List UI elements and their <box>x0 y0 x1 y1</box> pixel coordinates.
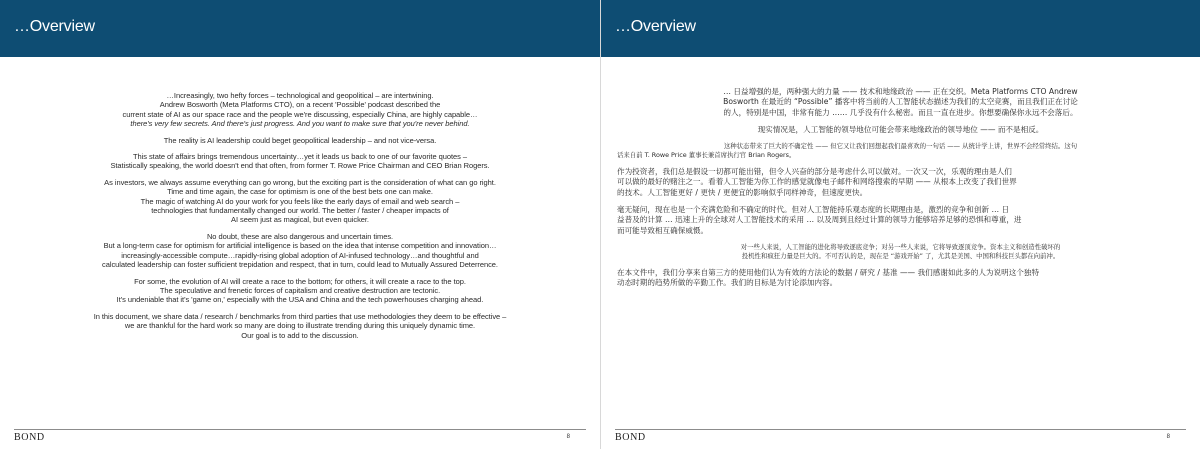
text-line: Time and time again, the case for optimism is one of the best bets one can make. <box>167 187 433 197</box>
text-line: 益普及的计算 … 迅速上升的全球对人工智能技术的采用 … 以及周到且经过计算的领导力能够培养足够的恐惧和尊重，进 <box>617 215 1022 225</box>
text-line: 这种状态带来了巨大的不确定性 —— 但它又让我们回想起我们最喜欢的一句话 —— 从统计学上讲，世界不会经常终结。这句 <box>723 142 1078 151</box>
text-line: 可以做的最好的赌注之一。看着人工智能为你工作的感觉就像电子邮件和网络搜索的早期 —— 从根本上改变了我们世界 <box>617 177 1017 187</box>
text-line: current state of AI as our space race and the people we're discussing, especially China, are highly capable… <box>122 109 478 119</box>
text-line: we are thankful for the hard work so many are doing to illustrate trending during this uniquely dynamic time. <box>124 321 476 331</box>
overview-text-chinese <box>617 87 1184 296</box>
page-number: 8 <box>1166 434 1170 440</box>
text-line: 的技术。人工智能更好 / 更快 / 更便宜的影响似乎同样神奇，但速度更快。 <box>617 187 868 197</box>
footer-rule <box>14 429 586 430</box>
text-line: In this document, we share data / research / benchmarks from third parties that use methodologies they deem to be effective – <box>93 311 507 321</box>
footer-rule <box>615 429 1186 430</box>
footer-brand-logo: BOND <box>14 432 45 443</box>
text-line: It's undeniable that it's 'game on,' especially with the USA and China and the tech powerhouses charging ahead. <box>116 295 484 305</box>
text-line: 对一些人来说，人工智能的进化将导致逐底竞争；对另一些人来说，它将导致逐顶竞争。资本主义和创造性破坏的 <box>740 242 1061 251</box>
text-line: For some, the evolution of AI will create a race to the bottom; for others, it will create a race to the top. <box>134 276 466 286</box>
text-line: Andrew Bosworth (Meta Platforms CTO), on a recent 'Possible' podcast described the <box>159 100 441 110</box>
header-bar <box>601 0 1200 57</box>
text-line: 动态时期的趋势所做的辛勤工作。我们的目标是为讨论添加内容。 <box>617 278 838 288</box>
text-line: Our goal is to add to the discussion. <box>241 330 359 340</box>
text-line: AI seem just as magical, but even quicker. <box>231 215 369 225</box>
text-line: Statistically speaking, the world doesn't end that often, from former T. Rowe Price Chairman and CEO Brian Rogers. <box>110 161 490 171</box>
text-line: As investors, we always assume everything can go wrong, but the exciting part is the consideration of what can go right. <box>104 177 496 187</box>
text-line: 而可能导致相互确保威慑。 <box>617 225 709 235</box>
text-line: The magic of watching AI do your work for you feels like the early days of email and web search – <box>140 196 460 206</box>
text-line: The reality is AI leadership could beget geopolitical leadership – and not vice-versa. <box>163 135 437 145</box>
page-title: …Overview <box>615 18 696 35</box>
header-bar <box>0 0 600 57</box>
overview-text <box>16 91 584 347</box>
footer-brand-logo: BOND <box>615 432 646 443</box>
text-line: 现实情况是，人工智能的领导地位可能会带来地缘政治的领导地位 —— 而不是相反。 <box>757 124 1044 134</box>
text-line: increasingly-accessible compute…rapidly-rising global adoption of AI-infused technology…and thoughtful and <box>121 250 479 260</box>
text-line: … 日益增强的是，两种强大的力量 —— 技术和地缘政治 —— 正在交织。Meta Platforms CTO Andrew <box>723 87 1078 96</box>
page-number: 8 <box>566 434 570 440</box>
text-line: 作为投资者，我们总是假设一切都可能出错，但令人兴奋的部分是考虑什么可以做对。一次又一次，乐观的理由是人们 <box>617 167 1012 177</box>
text-line: 投机性和疯狂力量是巨大的。不可否认的是，现在是 “游戏开始” 了，尤其是美国、中国和科技巨头都在向前冲。 <box>741 251 1060 260</box>
text-line: 的人，特别是中国，非常有能力 …… 几乎没有什么秘密。而且一直在进步。你想要确保你永远不会落后。 <box>723 107 1078 117</box>
text-line: …Increasingly, two hefty forces – technological and geopolitical – are intertwining. <box>166 91 434 100</box>
text-line: The speculative and frenetic forces of capitalism and creative destruction are tectonic. <box>159 285 441 295</box>
text-line: 话来自前 T. Rowe Price 董事长兼首席执行官 Brian Rogers。 <box>617 151 796 160</box>
text-line: there's very few secrets. And there's just progress. And you want to make sure that you're never behind. <box>130 119 470 129</box>
text-line: 毫无疑问，现在也是一个充满危险和不确定的时代。但对人工智能持乐观态度的长期理由是，激烈的竞争和创新 … 日 <box>617 205 1010 215</box>
text-line: This state of affairs brings tremendous uncertainty…yet it leads us back to one of our favorite quotes – <box>132 152 467 162</box>
page-title: …Overview <box>14 18 95 35</box>
text-line: 在本文件中，我们分享来自第三方的使用他们认为有效的方法论的数据 / 研究 / 基准 —— 我们感谢如此多的人为说明这个独特 <box>617 267 1040 277</box>
text-line: No doubt, these are also dangerous and uncertain times. <box>206 231 394 241</box>
chinese-page <box>600 0 1200 449</box>
text-line: technologies that fundamentally changed our world. The better / faster / cheaper impacts of <box>151 206 449 216</box>
text-line: But a long-term case for optimism for artificial intelligence is based on the idea that intense competition and innovation… <box>103 241 497 251</box>
text-line: calculated leadership can foster sufficient trepidation and respect, that in turn, could lead to Mutually Assured Deterrence. <box>102 260 498 270</box>
text-line: Bosworth 在最近的 “Possible” 播客中将当前的人工智能状态描述为我们的太空竞赛，而且我们正在讨论 <box>723 97 1078 107</box>
